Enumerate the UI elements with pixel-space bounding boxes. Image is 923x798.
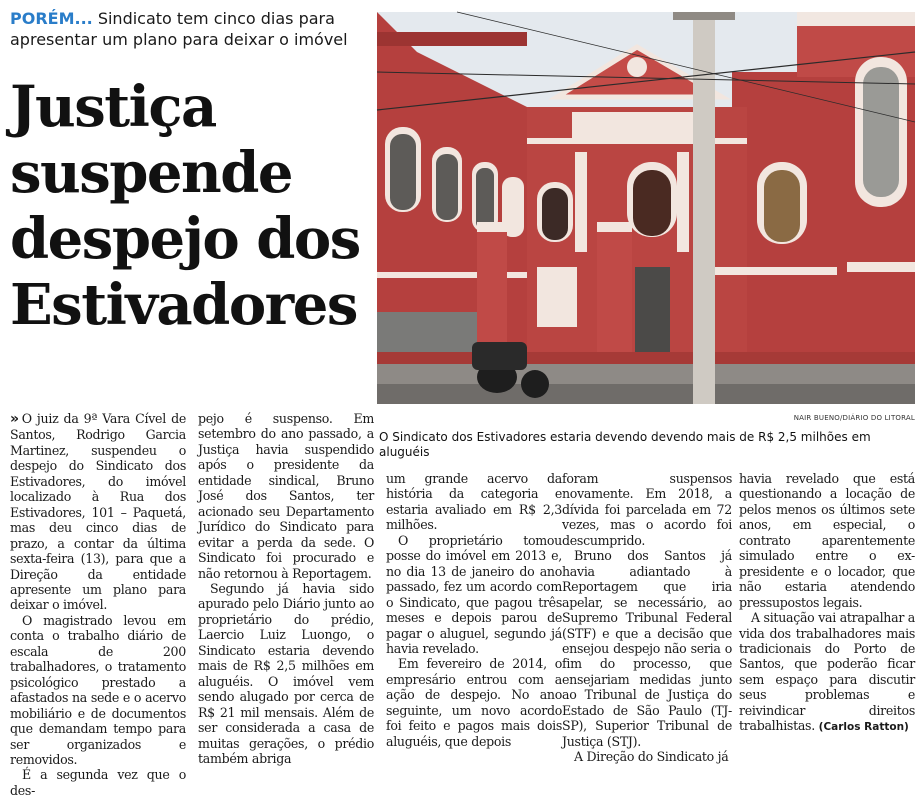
- article-paragraph: [739, 610, 915, 736]
- kicker-text: Sindicato tem cinco dias para apresentar um plano para deixar o imóvel: [10, 9, 348, 49]
- article-paragraph: foram suspensos novamente. Em 2018, a dívida foi parcelada em 72 vezes, mas o acordo foi descumprido.: [562, 471, 732, 548]
- article-paragraph: pejo é suspenso. Em setembro do ano passado, a Justiça havia suspendido após o presidente da entidade sindical, Bruno José dos Santos, ter acionado seu Departamento Jurídico do Sindicato para evitar a perda da sede. O Sindicato foi procurado e não retornou à Reportagem.: [198, 411, 374, 581]
- author-signature: (Carlos Ratton): [818, 721, 909, 734]
- article-paragraph: havia revelado que está questionando a locação de pelos menos os últimos sete anos, em especial, o contrato aparentemente simulado entre o ex-presidente e o locador, que não estaria atendendo pressupostos legais.: [739, 471, 915, 610]
- article-paragraph: Segundo já havia sido apurado pelo Diário junto ao proprietário do prédio, Laercio Luiz Luongo, o Sindicato estaria devendo mais de R$ 2,5 milhões em aluguéis. O imóvel vem sendo alugado por cerca de R$ 21 mil mensais. Além de ser considerada a casa de muitas gerações, o prédio também abriga: [198, 580, 374, 766]
- photo-credit: NAIR BUENO/DIÁRIO DO LITORAL: [793, 414, 915, 422]
- paragraph-text: A situação vai atrapalhar a vida dos trabalhadores mais tradicionais do Porto de Santos, que poderão ficar sem espaço para discutir seus problemas e reivindicar direitos trabalhistas.: [739, 610, 915, 734]
- article-paragraph: O proprietário tomou posse do imóvel em 2013 e, no dia 13 de janeiro do ano passado, fez um acordo com o Sindicato, que pagou três meses e depois parou de pagar o aluguel, segundo já havia revelado.: [386, 532, 562, 656]
- photo-caption: O Sindicato dos Estivadores estaria devendo devendo mais de R$ 2,5 milhões em aluguéis: [379, 430, 871, 459]
- headline: Justiça suspende despejo dos Estivadores: [10, 74, 360, 338]
- article-column-3: [386, 471, 562, 749]
- article-paragraph: Bruno dos Santos já havia adiantado à Reportagem que iria apelar, se necessário, ao Supremo Tribunal Federal (STF) e que a decisão que ensejou despejo não seria o fim do processo, que ensejariam medidas junto ao Tribunal de Justiça do Estado de São Paulo (TJ-SP), Superior Tribunal de Justiça (STJ).: [562, 548, 732, 749]
- paragraph-text: O juiz da 9ª Vara Cível de Santos, Rodrigo Garcia Martinez, suspendeu o despejo do Sindicato dos Estivadores, do imóvel localizado à Rua dos Estivadores, 101 – Paquetá, mas deu cinco dias de prazo, a contar da última sexta-feira (13), para que a Direção da entidade apresente um plano para deixar o imóvel.: [10, 411, 186, 613]
- article-paragraph: [10, 411, 186, 613]
- article-column-5: [739, 471, 915, 736]
- building-photo-illustration: [377, 12, 915, 404]
- article-paragraph: um grande acervo da história da categoria e estaria avaliado em R$ 2,3 milhões.: [386, 471, 562, 533]
- article-paragraph: Em fevereiro de 2014, o empresário entrou com a ação de despejo. No ano seguinte, um novo acordo foi feito e pagos mais dois aluguéis, que depois: [386, 656, 562, 749]
- article-column-2: [198, 411, 374, 766]
- kicker-lead: PORÉM...: [10, 9, 93, 28]
- article-column-1: [10, 411, 186, 798]
- article-paragraph: A Direção do Sindicato já: [574, 749, 729, 765]
- article-paragraph: É a segunda vez que o des-: [10, 767, 186, 798]
- open-mark-icon: »: [10, 411, 19, 427]
- article-paragraph: O magistrado levou em conta o trabalho diário de escala de 200 trabalhadores, o tratamento psicológico prestado a afastados na sede e o acervo mobiliário e de documentos que demandam tempo para ser organizados e removidos.: [10, 612, 186, 767]
- kicker: [10, 8, 365, 50]
- article-photo: [377, 12, 915, 404]
- article-column-4: [562, 471, 732, 765]
